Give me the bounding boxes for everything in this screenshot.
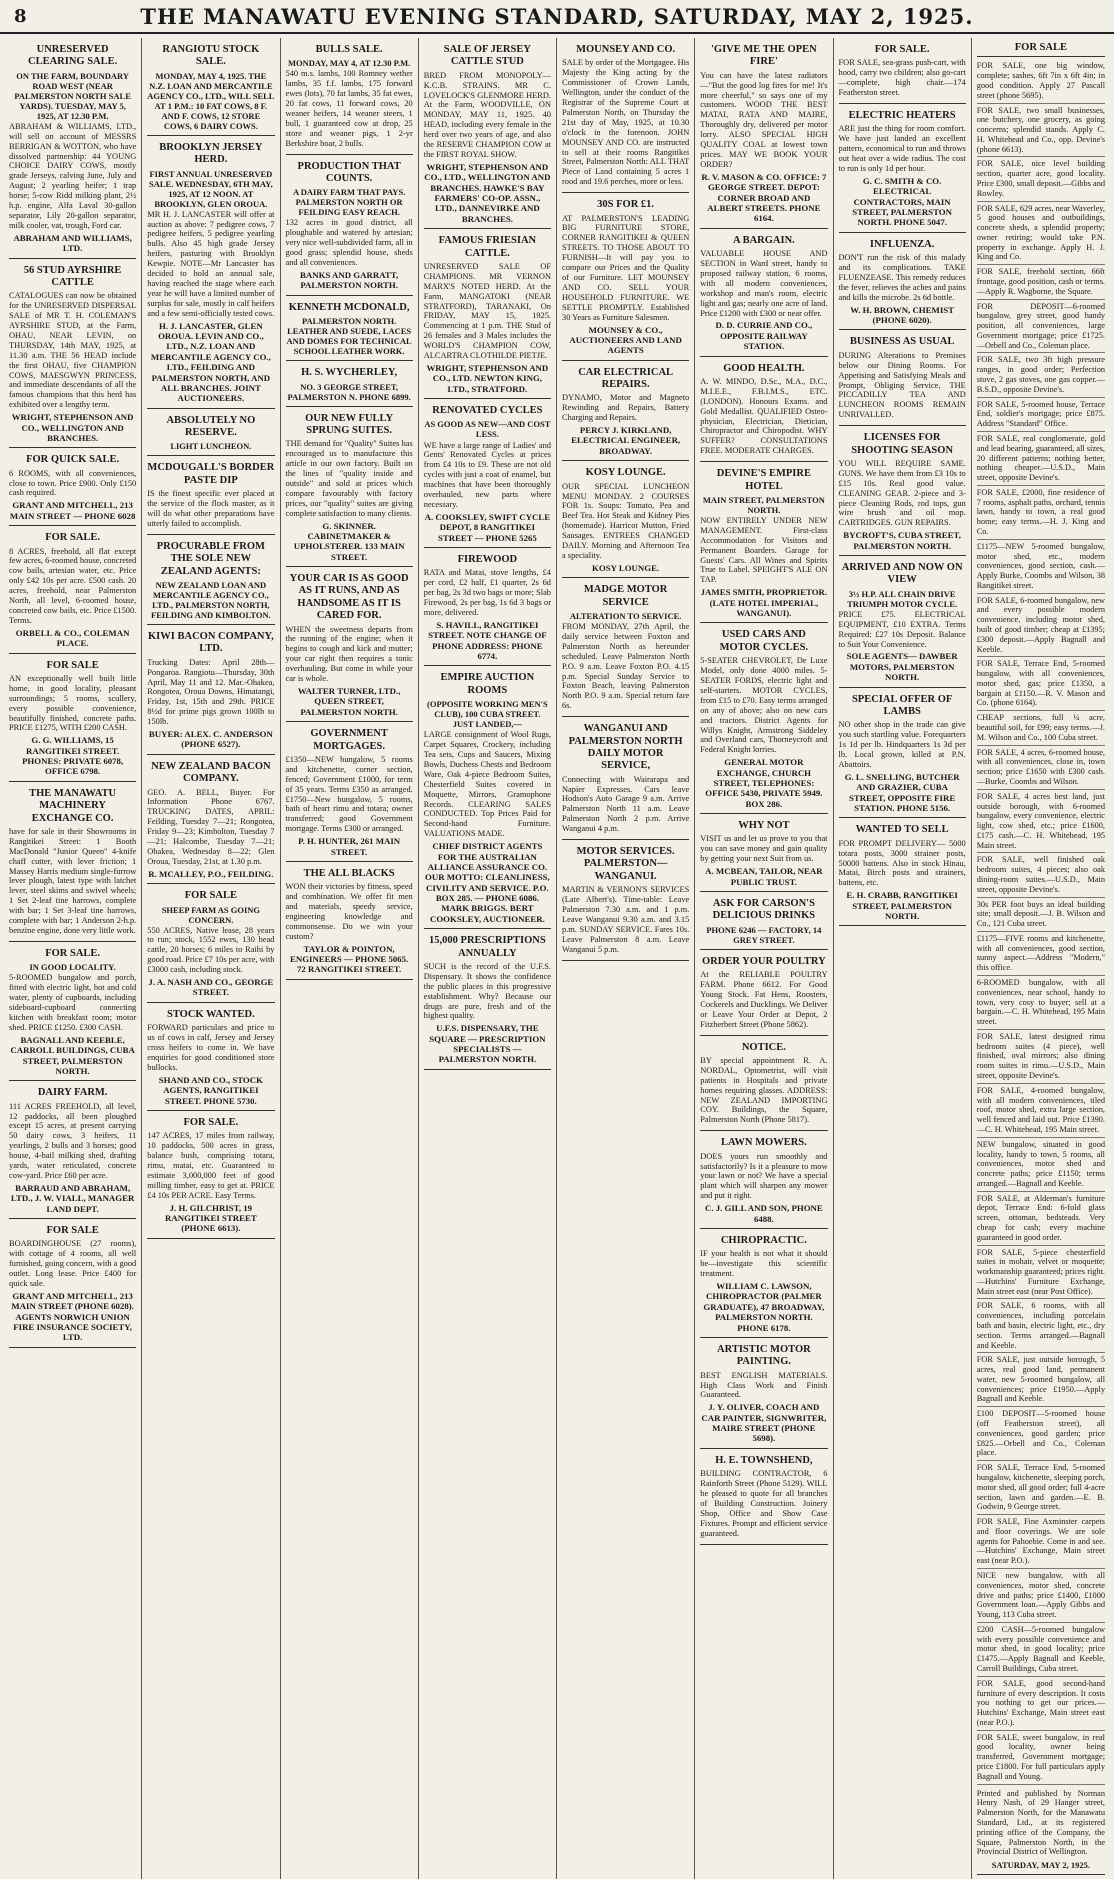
ad-heading: MCDOUGALL'S BORDER PASTE DIP (147, 462, 275, 486)
advertisement (9, 656, 136, 782)
ad-text: CATALOGUES can now be obtained for the UNRESERVED DISPERSAL SALE of MR T. H. COLEMAN'S AYRSHIRE STUD, at the Farm, OHAU, NEAR LEVIN, on THURSDAY, 14th MAY, 1925, at 11.30 a.m. THE 56 HEAD include the first OHAU, five CHAMPION COWS, MAESGWYN PRINCESS, and immediate descendants of all the famous champions that this herd has exhibited over a lengthy term. (9, 291, 137, 410)
ad-text: 5-SEATER CHEVROLET, De Luxe Model, only done 4000 miles. 5-SEATER FORDS, electric light and self-starters. MOTOR CYCLES, from £15 to £70. Easy terms arranged on any of above; also on new cars and tractors. District Agents for Willys Knight, Armstrong Siddeley and Overland cars, Thorneycroft and Federal Knight lorries. (700, 656, 828, 755)
ad-text: SUCH is the record of the U.F.S. Dispensary. It shows the confidence the public places in this progressive establishment. Why? Because our drugs are pure, fresh and of the highest quality. (423, 961, 551, 1021)
ad-signature: U.F.S. DISPENSARY, THE SQUARE — PRESCRIPTION SPECIALISTS — PALMERSTON NORTH. (429, 1023, 546, 1065)
classified-item: FOR SALE, £2000, fine residence of 7 rooms, asphalt paths, orchard, tennis lawn, handy to town, a real good home; easy terms.—H. J. King and Co. (977, 486, 1105, 540)
advertisement (286, 569, 413, 722)
ad-heading: FOR SALE. (874, 44, 930, 55)
ad-heading: WANGANUI AND PALMERSTON NORTH DAILY MOTOR SERVICE, (568, 723, 683, 772)
column-6 (695, 38, 833, 1879)
classified-item: FOR SALE, 6-roomed bungalow, new and every possible modern convenience, including motor shed, built of good timber; cheap at £1395; £300 deposit.—Apply Bagnall and Keeble. (977, 594, 1105, 658)
ad-text: VALUABLE HOUSE AND SECTION in Ward street, handy to proposed railway station, 6 rooms, with all modern conveniences, workshop and man's room, electric light and gas; nearly one acre of land. Price £1200 with £300 or near offer. (700, 249, 828, 318)
masthead (0, 0, 1114, 34)
ad-signature: WRIGHT, STEPHENSON AND CO., LTD. NEWTON KING, LTD., STRATFORD. (426, 362, 549, 394)
advertisement (700, 625, 827, 814)
ad-heading: ELECTRIC HEATERS (848, 110, 956, 121)
ad-heading: THE MANAWATU MACHINERY EXCHANGE CO. (29, 787, 117, 824)
advertisement (424, 401, 551, 548)
ad-heading: H. S. WYCHERLEY, (301, 367, 398, 379)
classified-item: £1175—NEW 5-roomed bungalow, motor shed, etc., modern conveniences, good section, cash.—Apply Burke, Coombs and Wilson, 38 Rangitikei street. (977, 540, 1105, 594)
imprint-date: SATURDAY, MAY 2, 1925. (977, 1857, 1105, 1875)
ad-text: THE demand for "Quality" Suites has encouraged us to manufacture this article in our own factory. Built on the lines of "quality inside and outside" and sold at prices which compare favourably with factory prices, our "quality" suites are giving complete satisfaction to many clients. (285, 439, 413, 518)
ad-heading: ORDER YOUR POULTRY (702, 955, 826, 967)
ad-heading: FOR SALE. (45, 532, 101, 544)
ad-heading: CAR ELECTRICAL REPAIRS. (578, 366, 674, 390)
ad-signature: GRANT AND MITCHELL, 213 MAIN STREET — PHONE 6028 (9, 500, 136, 521)
ad-signature: BAGNALL AND KEEBLE, CARROLL BUILDINGS, CUBA STREET, PALMERSTON NORTH. (10, 1034, 135, 1076)
classified-item: FOR SALE, latest designed rimu bedroom suites (4 piece), well finished, oval mirrors; also dining room suites in rimu.—U.S.D., Main street, opposite Devine's. (977, 1030, 1105, 1084)
advertisement (700, 1231, 827, 1338)
advertisement (286, 157, 413, 296)
advertisement (700, 359, 827, 463)
ad-signature: GENERAL MOTOR EXCHANGE, CHURCH STREET, TELEPHONES: OFFICE 5430, PRIVATE 5949. BOX 286. (705, 757, 823, 809)
ad-signature: H. J. LANCASTER, GLEN OROUA. LEVIN AND CO., LTD., N.Z. LOAN AND MERCANTILE AGENCY CO., LTD., FEILDING AND PALMERSTON NORTH, AND ALL BRANCHES. JOINT AUCTIONEERS. (150, 320, 271, 404)
advertisement (9, 261, 136, 449)
ad-heading: FIREWOOD (457, 553, 518, 565)
advertisement (147, 1005, 274, 1111)
advertisement (286, 864, 413, 980)
advertisement (839, 820, 966, 926)
ad-signature: GRANT AND MITCHELL, 213 MAIN STREET (PHONE 6028). AGENTS NORWICH UNION FIRE INSURANCE SOCIETY, LTD. (11, 1290, 134, 1343)
ad-text: MARTIN & VERNON'S SERVICES (Late Albert's). Time-table: Leave Palmerston 7.30 a.m. and 1 p.m. Leave Wanganui 9.30 a.m. and 3.15 p.m. SUNDAY SERVICE. Fares 10s. Leave Palmerston 8 a.m. Leave Wanganui 5 p.m. (562, 885, 690, 954)
ad-signature: G. G. WILLIAMS, 15 RANGITIKEI STREET. PHONES: PRIVATE 6078, OFFICE 6798. (22, 735, 124, 777)
ad-subheading: AS GOOD AS NEW—AND COST LESS. (424, 419, 551, 440)
ad-heading: USED CARS AND MOTOR CYCLES. (719, 629, 809, 653)
classified-item: FOR SALE, two small businesses, one butchery, one grocery, as going concerns; splendid stands. Apply C. H. Whitehead and Co., opp. Devine's (phone 6613). (977, 104, 1105, 158)
advertisement (700, 1133, 827, 1229)
ad-subheading: FIRST ANNUAL UNRESERVED SALE. WEDNESDAY, 6TH MAY, 1925, AT 12 NOON. AT BROOKLYN, GLEN OROUA. (148, 168, 273, 209)
ad-heading: DEVINE'S EMPIRE HOTEL (716, 468, 811, 492)
classified-item: FOR SALE, nice level building section, quarter acre, good locality. Price £300, small deposit.—Gibbs and Rowley. (977, 157, 1105, 201)
ad-heading: A BARGAIN. (732, 234, 795, 246)
advertisement (562, 40, 689, 193)
classified-item: FOR SALE, 4 acres best land, just outside borough, with 6-roomed bungalow, every convenience, electric light, cow shed, etc.; price £1600, £175 cash.—C. H. Whitehead, 195 Main street. (977, 790, 1105, 854)
advertisement (9, 528, 136, 653)
ad-signature: BUYER: ALEX. C. ANDERSON (PHONE 6527). (148, 729, 273, 750)
ad-signature: ABRAHAM AND WILLIAMS, LTD. (13, 232, 132, 254)
advertisement (147, 40, 274, 136)
ad-text: have for sale in their Showrooms in Rangitikei Street: 1 Booth MacDonald "Junior Queen" 4-knife chaff cutter, with lever friction; 1 Massey Harris medium single-furrow lever plough, latest type with latchet lever, steel skims and swivel wheels; 1 Set 2-leaf tine harrows, complete with bar; 1 Set 3-leaf tine harrows, complete with bar; 1 Anderson 2-h.p. benzine engine, done very little work. (9, 826, 137, 936)
ad-signature: BARRAUD AND ABRAHAM, LTD., J. W. VIALL, MANAGER LAND DEPT. (10, 1182, 135, 1214)
advertisement (424, 931, 551, 1070)
ad-heading: MADGE MOTOR SERVICE (583, 584, 668, 608)
ad-subheading: A DAIRY FARM THAT PAYS. PALMERSTON NORTH OR FEILDING EASY REACH. (292, 187, 406, 218)
ad-signature: WRIGHT, STEPHENSON AND CO., WELLINGTON AND BRANCHES. (11, 412, 134, 443)
ad-subheading: IN GOOD LOCALITY. (29, 962, 116, 973)
ad-text: VISIT us and let us prove to you that you can save money and gain quality by getting your next Suit from us. (700, 834, 828, 864)
advertisement (700, 1340, 827, 1449)
classified-item: £1175—FIVE rooms and kitchenette, with all conveniences, good section, sunny aspect.—Address "Modern," this office. (977, 932, 1105, 976)
ad-heading: BROOKLYN JERSEY HERD. (159, 141, 263, 166)
ad-text: UNRESERVED SALE OF CHAMPIONS. MR VERNON MARX'S NOTED HERD. At the Farm, MANGATOKI (NEAR STRATFORD), TARANAKI, On FRIDAY, MAY 15, 1925. Commencing at 1 p.m. THE Stud of 26 females and 3 Males includes the WORLD'S CHAMPION COW, ALCARTRA CLOTHILDE PIETJE. (423, 261, 551, 361)
ad-heading: INFLUENZA. (869, 238, 935, 250)
advertisement (839, 558, 966, 688)
ad-heading: PRODUCTION THAT COUNTS. (297, 160, 401, 185)
advertisement (562, 580, 689, 717)
advertisement (562, 463, 689, 578)
classified-item: FOR DEPOSIT—6-roomed bungalow, grey street, good handy position, all conveniences, large Government mortgage; price £1725.—Orbell and Co., Coleman place. (977, 300, 1105, 354)
classified-item: CHEAP sections, full ¼ acre, beautiful soil, for £99; easy terms.—J. M. Wilson and Co., 100 Cuba street. (977, 711, 1105, 745)
advertisement (839, 332, 966, 426)
classified-heading: FOR SALE (977, 40, 1105, 57)
ad-text: AN exceptionally well built little home, in good locality, pleasant surroundings; 5 rooms, scullery, every possible convenience, beautifully finished, concrete paths. PRICE £1275, WITH £200 CASH. (9, 673, 137, 733)
ad-signature: E. H. CRABB, RANGITIKEI STREET, PALMERSTON NORTH. (846, 890, 958, 921)
ad-heading: H. E. TOWNSHEND, (715, 1454, 813, 1466)
ad-heading: DAIRY FARM. (37, 1087, 108, 1099)
classified-item: FOR SALE, real conglomerate, gold and lead bearing, guaranteed, all sizes, 20 different patterns; nothing better, nothing cheaper.—U.S.D., Main street, opposite Devine's. (977, 432, 1105, 486)
advertisement (700, 952, 827, 1036)
ad-text: BEST ENGLISH MATERIALS. High Class Work and Finish Guaranteed. (700, 1370, 828, 1400)
ad-signature: A. MCBEAN, TAILOR, NEAR PUBLIC TRUST. (705, 866, 823, 887)
classified-item: FOR SALE, 629 acres, near Waverley, 5 good houses and outbuildings, concrete sheds, a splendid property; owner retiring; would take P.N. property in exchange. Apply H. J. King and Co. (977, 202, 1105, 266)
ad-heading: ARRIVED AND NOW ON VIEW (841, 562, 963, 586)
ad-text: 8 ACRES, freehold, all flat except few acres, 6-roomed house, concreted cow bails, artesian water, etc. Price only £42 10s per acre. £500 cash. 20 acres, freehold, near Palmerston North, all level, 6-roomed house, concreted cow bails, etc. Price £1500. Terms. (9, 546, 137, 625)
advertisement (562, 842, 689, 960)
ad-text: Connecting with Wairarapa and Napier Expresses. Cars leave Hodson's Auto Garage 9 a.m. Arrive Palmerston North 11 a.m. Leave Palmerston North 2 p.m. Arrive Wanganui 4 p.m. (562, 774, 690, 834)
ad-heading: FOR SALE (46, 1225, 99, 1236)
ad-text: 132 acres in good district, all ploughable and watered by artesian; very nice well-subdivided farm, all in good grass; splendid house, sheds and all conveniences. (285, 218, 413, 268)
ad-heading: RENOVATED CYCLES (432, 405, 543, 417)
ad-heading: FOR QUICK SALE. (26, 454, 120, 466)
ad-subheading: ON THE FARM, BOUNDARY ROAD WEST (NEAR PALMERSTON NORTH SALE YARDS). TUESDAY, MAY 5, 1925, AT 12.30 P.M. (14, 70, 131, 121)
ad-heading: WHY NOT (738, 820, 790, 832)
ad-heading: 'GIVE ME THE OPEN FIRE' (711, 44, 817, 68)
ad-signature: G. L. SNELLING, BUTCHER AND GRAZIER, CUBA STREET, OPPOSITE FIRE STATION. PHONE 5156. (844, 771, 960, 813)
advertisement (424, 550, 551, 666)
ad-text: LARGE consignment of Wool Rugs, Carpet Squares, Crockery, including Tea sets, Cups and Saucers, Mixing Bowls, Duchess Chests and Bedroom Ware, Oak 4-piece Bedroom Suites, Chesterfield Suites covered in Moquette, Mirrors, Gramophone Records. CLEARING SALES CONDUCTED. Top Prices Paid for Second-hand Furniture. VALUATIONS MADE. (423, 730, 551, 839)
ad-subheading: PHONE 6246 — FACTORY, 14 GREY STREET. (706, 924, 822, 945)
advertisement (147, 458, 274, 534)
advertisement (147, 1113, 274, 1239)
ad-text: IS the finest specific ever placed at the service of the flock master, as it will do what other preparations have utterly failed to accomplish. (147, 489, 275, 528)
classified-item: FOR SALE, good second-hand furniture of every description. It costs you nothing to get our prices.—Hutchins' Exchange, Main street east (near P.O.). (977, 1677, 1105, 1731)
ad-text: YOU WILL REQUIRE SAME. GUNS. We have them from £3 10s to £15 10s. Real good value. CLEANING GEAR. 2-piece and 3-piece Cleaning Rods, rod tops, gun wire brush and oil mop. CARTRIDGES. GUN REPAIRS. (838, 458, 966, 528)
ad-heading: KOSY LOUNGE. (585, 467, 666, 479)
advertisement (286, 724, 413, 862)
advertisement (9, 1083, 136, 1219)
ad-text: A. W. MINDO, D.Sc., M.A., D.C., M.I.E.E., F.B.I.M.S., ETC. (LONDON). Honours Exams. and Gold Medallist. QUALIFIED Osteo-physician, Electrician, Dietician, Chiropractor and Chiropodist. WHY SUFFER? CONSULTATIONS FREE. MODERATE CHARGES. (700, 376, 828, 456)
ad-text: GEO. A. BELL, Buyer. For Information Phone 6767. TRUCKING DATES, APRIL: Feilding, Tuesday 7—21; Rongotea, Friday 9—23; Kimbolton, Tuesday 7—21; Halcombe, Tuesday 7—21; Ohakea, Wednesday 8—22; Glen Oroua, Tuesday, 21st, at 1.30 p.m. (147, 787, 275, 866)
classified-item: FOR SALE, 6 rooms, with all conveniences, including porcelain bath and basin, electric light, etc., dry section. Terms arranged.—Bagnall and Keeble. (977, 1299, 1105, 1353)
column-8 (972, 38, 1110, 1879)
ad-signature: G. C. SMITH & CO. ELECTRICAL CONTRACTORS, MAIN STREET, PALMERSTON NORTH. PHONE 5047. (852, 175, 952, 228)
ad-signature: WRIGHT, STEPHENSON AND CO., LTD., WELLINGTON AND BRANCHES. HAWKE'S BAY FARMERS' CO-OP. ASSN., LTD., DANNEVIRKE AND BRANCHES. (424, 161, 551, 224)
ad-heading: KENNETH MCDONALD, (288, 301, 410, 313)
ad-subheading: 3½ H.P. ALL CHAIN DRIVE TRIUMPH MOTOR CYCLE. (847, 588, 958, 609)
ad-heading: FOR SALE (46, 659, 99, 671)
classified-item: FOR SALE, 4 acres, 6-roomed house, with all conveniences, close in, town section; price £1650 with £300 cash.—Burke, Coombs and Wilson. (977, 746, 1105, 790)
advertisement (9, 1221, 136, 1348)
ad-signature: SOLE AGENTS— DAWBER MOTORS, PALMERSTON NORTH. (846, 651, 958, 683)
classified-item: FOR SALE, sweet bungalow, in real good locality, owner being transferred, Government mortgage; price £1800. For full particulars apply Bagnall and Young. (977, 1731, 1105, 1785)
ad-text: At the RELIABLE POULTRY FARM. Phone 6612. For Good Young Stock. Fat Hens, Roosters, Cockerels and Ducklings. We Deliver or Leave Your Order at Depot, 2 Fitzherbert Street (Phone 5862). (700, 970, 828, 1029)
ad-heading: GOVERNMENT MORTGAGES. (310, 728, 388, 752)
ad-text: MR H. J. LANCASTER will offer at auction as above: 7 pedigree cows, 7 pedigree heifers, 5 pedigree yearling bulls. Also 45 high grade Jersey heifers, pasturing with Brooklyn Kewpie. NOTE—Mr Lancaster has decided to hold an annual sale, having reached the stage where each year he will have a limited number of surplus for sale, mostly in calf heifers and a few semi-officially tested cows. (147, 209, 275, 318)
ad-text: DOES yours run smoothly and satisfactorily? Is it a pleasure to mow your lawn or not? We have a special plant which will sharpen any mower and put it right. (700, 1151, 828, 1201)
advertisement (286, 363, 413, 406)
advertisement (147, 627, 274, 755)
ad-text: FOR PROMPT DELIVERY— 5000 totara posts, 3000 strainer posts, 50000 battens. Also in stock Hinau, Matai, Birch posts and strainers, battens, etc. (838, 838, 966, 888)
ad-signature: WILLIAM C. LAWSON, CHIROPRACTOR (PALMER GRADUATE), 47 BROADWAY, PALMERSTON NORTH. PHONE 6178. (703, 1281, 825, 1333)
ad-text: BRED FROM MONOPOLY—K.C.B. STRAINS. MR C. LOVELOCK'S GLENMORE HERD. At the Farm, WOODVILLE, ON MONDAY, MAY 11, 1925. 40 HEAD, including every female in the herd over two years of age, and also the RESERVE CHAMPION COW at the FIRST ROYAL SHOW. (423, 70, 551, 159)
ad-text: SALE by order of the Mortgagee. His Majesty the King acting by the Commissioner of Crown Lands, Wellington, under the conduct of the Registrar of the Supreme Court at Palmerston North, on Thursday the 21st day of May, 1925, at 10.30 o'clock in the forenoon. JOHN MOUNSEY AND CO. are instructed to sell at their rooms Rangitikei Street, Palmerston North: ALL THAT Piece of Land containing 5 acres 1 rood and 19.6 perches, more or less. (562, 58, 690, 187)
ad-text: FOR SALE, sea-grass push-cart, with hood, carry two children; also go-cart—complete, high chair.—174 Featherston street. (838, 58, 966, 98)
ad-subheading: MAIN STREET, PALMERSTON NORTH. (702, 494, 825, 515)
advertisement (147, 411, 274, 457)
ad-text: Trucking Dates: April 28th—Pongaroa. Rangiotu—Thursday, 30th April, May 11 and 12. Mar.-Ohakea, Rongotea, Oroua Downs, Himatangi, Friday, 1st, 15th and 29th. PRICE 8½d for prime pigs grown 100lb to 150lb. (147, 657, 275, 727)
ad-signature: J. H. GILCHRIST, 19 RANGITIKEI STREET (PHONE 6613). (165, 1202, 257, 1234)
ad-heading: FAMOUS FRIESIAN CATTLE. (438, 235, 537, 259)
ad-signature: D. D. CURRIE AND CO., OPPOSITE RAILWAY STATION. (715, 320, 813, 352)
ad-signature: JAMES SMITH, PROPRIETOR. (LATE HOTEL IMPERIAL, WANGANUI). (700, 587, 828, 619)
ad-text: 5-ROOMED bungalow and porch, fitted with electric light, hot and cold water, plenty of cupboards, including sideboard-cupboard connecting kitchen with breakfast room; motor shed. PRICE £1250. £300 CASH. (9, 973, 137, 1032)
advertisement (424, 231, 551, 399)
classified-item: FOR SALE, Terrace End, 5-roomed bungalow, kitchenette, sleeping porch, motor shed, all good order; full 4-acre section, lawn and garden.—E. B. Godwin, 9 George street. (977, 1461, 1105, 1515)
ad-heading: NEW ZEALAND BACON COMPANY. (151, 760, 271, 785)
advertisement (9, 784, 136, 942)
ad-heading: GOOD HEALTH. (723, 362, 805, 374)
ad-subheading: PALMERSTON NORTH. LEATHER AND SUEDE, LACES AND DOMES FOR TECHNICAL SCHOOL LEATHER WORK. (286, 316, 412, 357)
ad-signature: J. A. NASH AND CO., GEORGE STREET. (148, 977, 274, 998)
classified-item: FOR SALE, two 3ft high pressure ranges, in good order; Perfection stove, 2 gas stoves, one gas copper.—B.S.D., opposite Devine's. (977, 353, 1105, 397)
ad-heading: BULLS SALE. (315, 44, 383, 55)
ad-heading: ARTISTIC MOTOR PAINTING. (717, 1343, 811, 1368)
ad-heading: YOUR CAR IS AS GOOD AS IT RUNS, AND AS HANDSOME AS IT IS CARED FOR. (289, 573, 409, 622)
ad-signature: WALTER TURNER, LTD., QUEEN STREET, PALMERSTON NORTH. (297, 686, 401, 717)
ad-signature: A. COOKSLEY, SWIFT CYCLE DEPOT, 8 RANGITIKEI STREET — PHONE 5265 (424, 511, 551, 543)
ad-signature: ORBELL & CO., COLEMAN PLACE. (15, 627, 130, 649)
ad-heading: OUR NEW FULLY SPRUNG SUITES. (305, 412, 394, 436)
ad-text: ARE just the thing for room comfort. We have just landed an excellent pattern, economical to run and throws out heat over a wide radius. The cost to run is only 1d per hour. (838, 124, 966, 173)
ad-text: IF your health is not what it should be—investigate this scientific treatment. (700, 1249, 828, 1279)
ad-signature: R. MCALLEY, P.O., FEILDING. (148, 868, 274, 879)
newspaper-title: THE MANAWATU EVENING STANDARD, SATURDAY, MAY 2, 1925. (140, 3, 974, 29)
ad-signature: KOSY LOUNGE. (592, 562, 660, 573)
advertisement (562, 363, 689, 462)
column-2 (142, 38, 280, 1879)
advertisement (562, 719, 689, 840)
classified-item: FOR SALE, 4-roomed bungalow, with all modern conveniences, tiled roof, motor shed, extra large section, well fenced and laid out. Price £1390.—C. H. Whitehead, 195 Main street. (977, 1084, 1105, 1138)
classified-item: FOR SALE, Fine Axminster carpets and floor coverings. We are sole agents for Pahoebie. Come in and see.—Hutchins' Exchange, Main street east (near P.O.). (977, 1515, 1105, 1569)
classified-item: FOR SALE, well finished oak bedroom suites, 4 pieces; also oak dining-room suites.—U.S.D., Main street, opposite Devine's. (977, 853, 1105, 897)
ad-text: FROM MONDAY, 27th April, the daily service between Foxton and Palmerston North as hereunder scheduled. Leave Palmerston North P.O. 9 a.m. Leave Foxton P.O. 4.15 p.m. Special Sunday Service to Foxton Beach, leaving Palmerston North P.O. 9 a.m. Special return fare 6s. (562, 621, 690, 711)
advertisement (562, 195, 689, 360)
classified-item: FOR SALE, 5-piece chesterfield suites in mohair, velvet or moquette; workmanship guaranteed; prices right.—Hutchins' Furniture Exchange, Main street east (near Post Office). (977, 1246, 1105, 1300)
ad-signature: CHIEF DISTRICT AGENTS FOR THE AUSTRALIAN ALLIANCE ASSURANCE CO. OUR MOTTO: CLEANLINESS, CIVILITY AND SERVICE. P.O. BOX 285. — PHONE 6086. MARK BRIGGS. BERT COOKSLEY, AUCTIONEER. (425, 841, 550, 924)
ad-text: OUR SPECIAL LUNCHEON MENU MONDAY. 2 COURSES FOR 1s. Soups: Tomato, Pea and Beef Tea. Hot Steak and Kidney Pies (homemade). Harricot Mutton, Fried Sausages. ENTREES CHANGED DAILY. Morning and Afternoon Tea a speciality. (562, 481, 690, 560)
advertisement (9, 40, 136, 259)
ad-subheading: NEW ZEALAND LOAN AND MERCANTILE AGENCY CO., LTD., PALMERSTON NORTH, FEILDING AND KIMBOLTON. (151, 579, 271, 620)
column-3 (281, 38, 419, 1879)
ad-heading: WANTED TO SELL (855, 824, 949, 836)
ad-text: DYNAMO, Motor and Magneto Rewinding and Repairs, Battery Charging and Repairs. (562, 393, 690, 423)
ad-heading: LAWN MOWERS. (720, 1137, 807, 1149)
column-4 (419, 38, 557, 1879)
ad-heading: NOTICE. (741, 1041, 786, 1053)
ad-text: WON their victories by fitness, speed and combination. We offer fit men and materials, speedy service, engineering knowledge and commonsense. Do we win your custom? (285, 882, 413, 941)
classified-item: FOR SALE, 5-roomed house, Terrace End, soldier's mortgage; price £875. Address "Standard" Office. (977, 398, 1105, 432)
advertisement (839, 40, 966, 104)
advertisement (286, 40, 413, 155)
ad-heading: STOCK WANTED. (167, 1008, 255, 1020)
ad-signature: PERCY J. KIRKLAND, ELECTRICAL ENGINEER, BROADWAY. (571, 425, 681, 456)
classified-item: £200 CASH—5-roomed bungalow with every possible convenience and motor shed, in good locality; price £1475.—Apply Bagnall and Keeble, Carroll Buildings, Cuba street. (977, 1623, 1105, 1677)
advertisement (424, 668, 551, 929)
advertisement (147, 886, 274, 1003)
ad-heading: SPECIAL OFFER OF LAMBS (851, 693, 953, 717)
ad-subheading: MONDAY, MAY 4, AT 12.30 P.M. (287, 58, 411, 69)
ad-text: BUILDING CONTRACTOR, 6 Rainforth Street (Phone 5129). WILL be pleased to quote for all branches of Building Construction. Joinery Shop, Office and Show Case Fixtures. Prompt and efficient service guaranteed. (700, 1469, 828, 1538)
ad-heading: SALE OF JERSEY CATTLE STUD (443, 44, 531, 68)
ad-text: RATA and Matai, stove lengths, £4 per cord, £2 half, £1 quarter, 2s 6d per bag, 2s 3d two bags or more; Slab Firewood, 2s per bag, 1s 6d 3 bags or more, delivered. (423, 568, 551, 617)
ad-signature: R. V. MASON & CO. OFFICE: 7 GEORGE STREET. DEPOT: CORNER BROAD AND ALBERT STREETS. PHONE 6164. (701, 171, 827, 224)
ad-text: 111 ACRES FREEHOLD, all level, 12 paddocks, all been ploughed except 15 acres, at present carrying 50 dairy cows, 3 heifers, 11 yearlings, 2 bulls and 3 horses; good house, 4-bail milking shed, drafting yards, water reticulated, concrete cow-yard. Price £60 per acre. (9, 1101, 137, 1180)
ad-heading: ABSOLUTELY NO RESERVE. (166, 414, 256, 438)
advertisement (700, 40, 827, 229)
classified-item: NICE new bungalow, with all conveniences, motor shed, concrete drive and paths; price £1400, £1000 Government loan.—Apply Gibbs and Young, 113 Cuba street. (977, 1569, 1105, 1623)
ad-text: NO other shop in the trade can give you such startling value. Forequarters 1s 1d per lb. Hindquarters 1s 3d per lb. Local grown, killed at P.N. Abattoirs. (838, 720, 966, 769)
ad-text: FORWARD particulars and price to us of cows in calf, Jersey and Jersey cross heifers to come in. We have enquiries for good conditioned store bullocks. (147, 1023, 275, 1072)
advertisement (700, 894, 827, 950)
advertisement (700, 464, 827, 623)
classified-item: FOR SALE, Terrace End, 5-roomed bungalow, with all conveniences, motor shed, gas; price £1350, a bargain at £1150.—R. V. Mason and Co. (phone 6164). (977, 657, 1105, 711)
ad-signature: BYCROFT'S, CUBA STREET, PALMERSTON NORTH. (843, 530, 961, 551)
classified-item: FOR SALE, just outside borough, 5 acres, real good land, permanent water, new 5-roomed bungalow, all conveniences; price £1950.—Apply Bagnall and Keeble. (977, 1353, 1105, 1407)
classified-item: 30s PER foot buys an ideal building site; small deposit.—J. B. Wilson and Co., 121 Cuba street. (977, 898, 1105, 932)
ad-signature: MOUNSEY & CO., AUCTIONEERS AND LAND AGENTS (569, 324, 682, 356)
ad-heading: 30S FOR £1. (597, 199, 655, 211)
ad-text: £1350—NEW bungalow, 5 rooms and kitchenette, corner section, fenced; Government £1000, for term of 35 years. Terms £350 as arranged. £1750—New bungalow, 5 rooms, bath of heart rimu and totara; owner transferred; good Government mortgage. Terms £300 or arranged. (285, 754, 413, 834)
ad-text: 6 ROOMS, with all conveniences, close to town. Price £900. Only £150 cash required. (9, 468, 137, 498)
ad-heading: PROCURABLE FROM THE SOLE NEW ZEALAND AGENTS: (156, 540, 265, 577)
ad-heading: EMPIRE AUCTION ROOMS (440, 672, 535, 696)
ad-signature: W. H. BROWN, CHEMIST (PHONE 6020). (850, 304, 955, 326)
ad-heading: RANGIOTU STOCK SALE. (162, 44, 260, 68)
ad-text: BOARDINGHOUSE (27 rooms), with cottage of 4 rooms, all well furnished, going concern, with a good outlet. Long lease. Price £400 for quick sale. (9, 1239, 137, 1288)
ad-subheading: MONDAY, MAY 4, 1925. THE N.Z. LOAN AND MERCANTILE AGENCY CO., LTD., WILL SELL AT 1 P.M.: 10 FAT COWS, 8 F. AND F. COWS, 12 STORE COWS, 6 DAIRY COWS. (147, 70, 275, 131)
advertisement (700, 1451, 827, 1545)
page-number: 8 (14, 5, 27, 27)
advertisement (700, 1038, 827, 1132)
ad-signature: TAYLOR & POINTON, ENGINEERS — PHONE 5065. 72 RANGITIKEI STREET. (289, 943, 409, 975)
column-7 (834, 38, 972, 1879)
columns (4, 38, 1110, 1871)
ad-text: 540 m.s. lambs, 100 Romney wether lambs, 35 f.f. lambs, 175 forward ewes (lots), 70 fat lambs, 35 fat ewes, 20 fat cows, 11 forward cows, 20 weaner heifers, 14 weaner steers, 1 bull, 1 guaranteed cow at drop, 25 store and weaner pigs, 1 2-yr Berkshire boar, 2 bulls. (285, 69, 413, 148)
ad-subheading: ALTERATION TO SERVICE. (569, 610, 682, 621)
advertisement (839, 690, 966, 819)
ad-heading: MOTOR SERVICES. PALMERSTON—WANGANUI. (576, 846, 675, 882)
ad-text: ABRAHAM & WILLIAMS, LTD., will sell on account of MESSRS BERRIGAN & WOTTON, who have dissolved partnership: 44 YOUNG CHOICE DAIRY COWS, mostly grade Jerseys, calving June, July and August; 2 yearling heifer; 1 trap horse; 5-cow Ridd milking plant, 2½ h.p. engine, Alfa Laval 30-gallon separator, Lily 20-gallon separator, milk cooler, vat, trough, Ford car. (9, 121, 137, 230)
ad-heading: FOR SALE (184, 890, 237, 902)
ad-text: AT PALMERSTON'S LEADING BIG FURNITURE STORE, CORNER RANGITIKEI & QUEEN STREETS. TO THOSE ABOUT TO FURNISH—It will pay you to compare our Prices and the Quality of our Furniture. LET MOUNSEY AND CO. SELL YOUR HOUSEHOLD FURNITURE. WE SETTLE PROMPTLY. Established 30 Years as Furniture Salesmen. (562, 213, 690, 322)
advertisement (424, 40, 551, 229)
ad-heading: LICENSES FOR SHOOTING SEASON (851, 432, 954, 456)
advertisement (839, 235, 966, 331)
advertisement (286, 409, 413, 568)
ad-heading: KIWI BACON COMPANY, LTD. (148, 630, 274, 655)
ad-heading: 56 STUD AYRSHIRE CATTLE (23, 264, 122, 288)
ad-text: NOW ENTIRELY UNDER NEW MANAGEMENT. First-class Accommodation for Visitors and Permanent Boarders. Garage for Guests' Cars. All Wines and Spirits True to Label. SPEIGHT'S ALE ON TAP. (700, 515, 828, 585)
ad-text: BY special appointment R. A. NORDAL, Optometrist, will visit patients in Hospitals and private homes requiring glasses. ADDRESS: NEW ZEALAND IMPORTING COY. Buildings, the Square, Palmerston North (Phone 5817). (700, 1055, 828, 1125)
advertisement (286, 298, 413, 361)
ad-heading: THE ALL BLACKS (303, 867, 395, 879)
ad-heading: FOR SALE. (183, 1116, 239, 1128)
ad-text: 147 ACRES, 17 miles from railway, 10 paddocks, 500 acres in grass, balance bush, comprising totara, rimu, matai, etc. Guaranteed to estimate 3,000,000 feet of good milling timber, easy to get at. PRICE £4 10s PER ACRE. Easy Terms. (147, 1131, 275, 1200)
ad-signature: P. H. HUNTER, 261 MAIN STREET. (298, 836, 401, 857)
ad-text: 550 ACRES, Native lease, 28 years to run; stock, 1552 ewes, 130 head cattle, 20 horses; 6 miles to Raihi by good road. Price £7 10s per acre, with £3000 cash, including stock. (147, 925, 275, 975)
ad-signature: C. J. GILL AND SON, PHONE 6488. (704, 1203, 823, 1224)
advertisement (700, 231, 827, 357)
ad-heading: ASK FOR CARSON'S DELICIOUS DRINKS (712, 897, 816, 922)
ad-heading: FOR SALE. (45, 947, 101, 959)
ad-text: PRICE £75. ELECTRICAL EQUIPMENT, £10 EXTRA. Terms Required: £27 10s Deposit. Balance to Suit Your Convenience. (838, 609, 966, 649)
ad-subheading: LIGHT LUNCHEON. (170, 441, 252, 452)
advertisement (839, 106, 966, 233)
ad-heading: MOUNSEY AND CO. (576, 44, 676, 55)
ad-signature: BANKS AND GARRATT, PALMERSTON NORTH. (300, 269, 399, 291)
ad-text: WHEN the sweetness departs from the running of the engine; when it begins to cough and kick and mutter; your car right then requires a tonic overhauling. But come in while your car is whole. (285, 624, 413, 684)
classified-item: £100 DEPOSIT—5-roomed house (off Featherston street), all conveniences, good garden; price £825.—Orbell and Co., Coleman place. (977, 1407, 1105, 1461)
advertisement (700, 816, 827, 892)
ad-signature: S. HAVILL, RANGITIKEI STREET. NOTE CHANGE OF PHONE ADDRESS: PHONE 6774. (428, 619, 547, 661)
classified-item: FOR SALE, freehold section, 66ft frontage, good position, cash or terms.—Apply R. Wagborne, the Square. (977, 265, 1105, 299)
ad-heading: BUSINESS AS USUAL (849, 336, 955, 348)
ad-text: WE have a large range of Ladies' and Gents' Renovated Cycles at prices from £4 10s to £9. These are not old cycles with just a coat of enamel, but machines that have been thoroughly overhauled, new parts where necessary. (423, 440, 551, 509)
ad-signature: G. SKINNER. CABINETMAKER & UPHOLSTERER. 133 MAIN STREET. (293, 520, 405, 562)
advertisement (839, 428, 966, 556)
classified-item: FOR SALE, one big window, complete; sashes, 6ft 7in x 6ft 4in; in good condition. Apply 27 Pascall street (phone 5695). (977, 59, 1105, 103)
advertisement (147, 138, 274, 409)
ad-heading: CHIROPRACTIC. (720, 1234, 807, 1246)
ad-text: You can have the latest radiators —"But the good log fires for me! It's more cheerful," so says one of my customers. WOOD THE BEST MATAI, RATA AND MAIRE, Thoroughly dry, delivered per motor lorry. ALSO SPECIAL HIGH QUALITY COAL at lowest town prices. MAY WE BOOK YOUR ORDER? (700, 70, 828, 169)
ad-signature: J. Y. OLIVER, COACH AND CAR PAINTER, SIGNWRITER, MAIRE STREET (PHONE 5698). (701, 1402, 827, 1444)
ad-signature: SHAND AND CO., STOCK AGENTS, RANGITIKEI STREET. PHONE 5730. (158, 1074, 263, 1106)
advertisement (9, 450, 136, 526)
ad-heading: UNRESERVED CLEARING SALE. (27, 44, 118, 68)
ad-subheading: (OPPOSITE WORKING MEN'S CLUB), 100 CUBA STREET. JUST LANDED,— (427, 699, 548, 730)
ad-subheading: SHEEP FARM AS GOING CONCERN. (161, 904, 261, 925)
ad-text: DON'T run the risk of this malady and its complications. TAKE FLUENZEASE. This remedy reduces the fever, relieves the aches and pains and kills the microbe. 2s 6d bottle. (838, 253, 966, 302)
classified-item: FOR SALE, at Alderman's furniture depot, Terrace End: 6-fold glass screen, ottoman, bedsteads. Very cheap for cash; every machine guaranteed in good order. (977, 1192, 1105, 1246)
classified-item: NEW bungalow, situated in good locality, handy to town, 5 rooms, all conveniences, motor shed and concrete paths; price £1150; terms arranged.—Bagnall and Keeble. (977, 1138, 1105, 1192)
classified-item: 6-ROOMED bungalow, with all conveniences, near school, handy to town, very cosy to buyer; sell at a bargain.—C. H. Whitehead, 195 Main street. (977, 976, 1105, 1030)
column-5 (557, 38, 695, 1879)
ad-heading: 15,000 PRESCRIPTIONS ANNUALLY (429, 935, 546, 959)
column-1 (4, 38, 142, 1879)
advertisement (147, 537, 274, 625)
advertisement (9, 944, 136, 1081)
advertisement (147, 757, 274, 884)
classified-list (977, 59, 1105, 1784)
ad-subheading: NO. 3 GEORGE STREET, PALMERSTON N. PHONE 6899. (287, 381, 411, 402)
imprint: Printed and published by Norman Henry Nash, of 29 Hanger street, Palmerston North, for the Manawatu Standard, Ltd., at its registered printing office of the Company, the Square, Palmerston North, in the Provincial District of Wellington. (976, 1788, 1105, 1857)
ad-text: DURING Alterations to Premises below our Dining Rooms. For Appetising and Satisfying Meals and Prompt, Obliging Service, THE PICCADILLY TEA AND LUNCHEON ROOMS REMAIN UNRIVALLED. (838, 350, 966, 420)
